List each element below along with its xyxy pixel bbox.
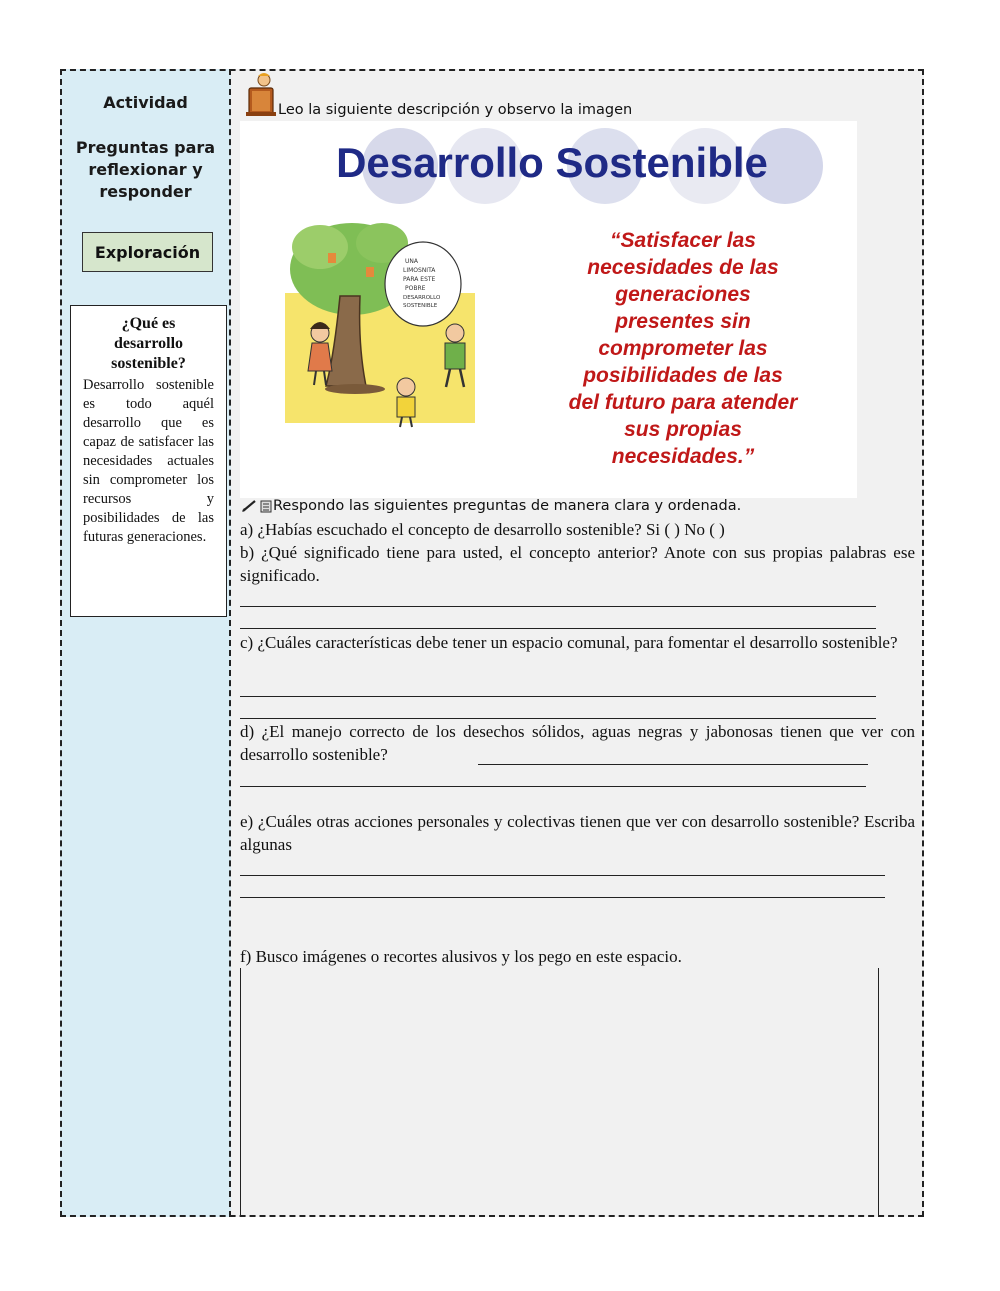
balloon-line: DESARROLLO — [403, 295, 441, 301]
page-frame — [60, 69, 924, 1217]
balloon-line: PARA ESTE — [403, 276, 436, 283]
balloon-line: LIMOSNITA — [403, 267, 436, 274]
quote-line: del futuro para atender — [568, 391, 798, 414]
instruction-answer: Respondo las siguientes preguntas de manera clara y ordenada. — [273, 498, 742, 514]
question-a: a) ¿Habías escuchado el concepto de desarrollo sostenible? Si ( ) No ( ) — [240, 520, 725, 539]
question-c: c) ¿Cuáles características debe tener un espacio comunal, para fomentar el desarrollo sostenible? — [240, 633, 898, 652]
subtitle-line: reflexionar y — [88, 160, 203, 179]
activity-label: Actividad — [103, 93, 188, 112]
balloon-line: SOSTENIBLE — [403, 303, 438, 309]
question-d: d) ¿El manejo correcto de los desechos sólidos, aguas negras y jabonosas tienen que ver con desarrollo sostenible? — [240, 722, 915, 764]
quote-line: presentes sin — [615, 310, 751, 333]
quote-line: “Satisfacer las — [610, 229, 756, 252]
balloon-line: POBRE — [405, 285, 426, 292]
subtitle-line: Preguntas para — [75, 138, 216, 157]
question-f: f) Busco imágenes o recortes alusivos y los pego en este espacio. — [240, 947, 682, 966]
definition-question-line: ¿Qué es — [121, 315, 176, 332]
question-e: e) ¿Cuáles otras acciones personales y colectivas tienen que ver con desarrollo sostenible? Escriba algunas — [240, 812, 915, 854]
question-b: b) ¿Qué significado tiene para usted, el concepto anterior? Anote con sus propias palabras ese significado. — [240, 543, 915, 585]
quote-line: sus propias — [624, 418, 742, 441]
poster-title: Desarrollo Sostenible — [336, 139, 768, 186]
definition-question-line: desarrollo — [113, 335, 184, 352]
phase-badge: Exploración — [82, 232, 213, 272]
balloon-line: UNA — [405, 258, 418, 265]
quote-line: posibilidades de las — [583, 364, 783, 387]
definition-text: Desarrollo sostenible es todo aquél desarrollo que es capaz de satisfacer las necesidades actuales sin comprometer los recursos y posibilidades de las futuras generaciones. — [83, 377, 214, 545]
subtitle-line: responder — [99, 182, 192, 201]
quote-line: necesidades de las — [587, 256, 779, 279]
instruction-read: Leo la siguiente descripción y observo la imagen — [278, 102, 633, 118]
definition-question-line: sostenible? — [111, 355, 186, 372]
quote-line: comprometer las — [598, 337, 768, 360]
quote-line: generaciones — [615, 283, 751, 306]
quote-line: necesidades.” — [611, 445, 755, 468]
